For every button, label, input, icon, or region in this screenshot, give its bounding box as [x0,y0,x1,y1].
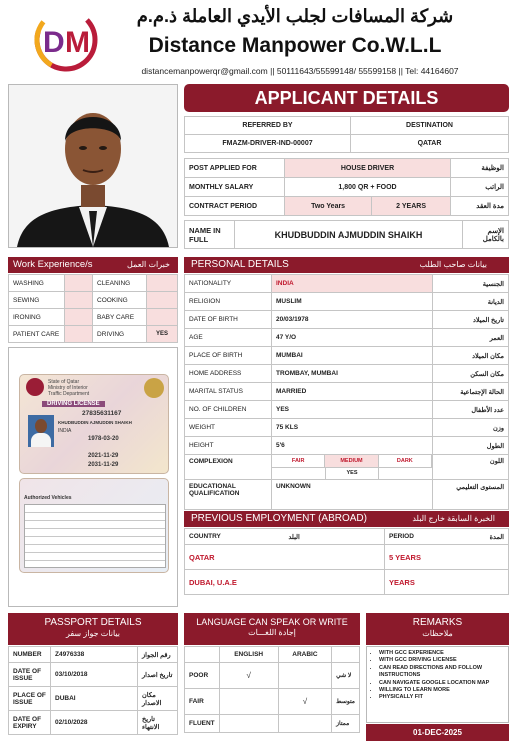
passport-field-label: PLACE OF ISSUE [9,687,51,711]
personal-field-label-ar: العمر [433,329,509,347]
language-level-label: FAIR [185,689,220,715]
full-name-value: KHUDBUDDIN AJMUDDIN SHAIKH [235,221,463,249]
language-english-mark: √ [219,663,278,689]
personal-details-title-ar: بيانات صاحب الطلب [419,260,487,269]
work-experience-table [8,274,178,343]
table-row [185,293,509,311]
full-name-label-ar: الإسم بالكامل [463,221,509,249]
table-row [185,401,509,419]
employment-period-label: PERIOD [385,529,447,545]
remark-item: • WITH GCC EXPERIENCE [379,650,504,657]
personal-field-label: HOME ADDRESS [185,365,272,383]
applicant-photo [8,84,178,248]
employment-country: QATAR [185,545,385,570]
table-row [185,647,360,663]
license-nationality: INDIA [58,428,72,434]
personal-field-value: 75 KLS [272,419,433,437]
remarks-date: 01-DEC-2025 [366,724,509,741]
work-skill-label: COOKING [93,292,147,309]
license-emblem-left [26,378,44,396]
language-level-label-ar: متوسط [332,689,360,715]
employment-country: DUBAI, U.A.E [185,570,385,595]
company-name-arabic: شركة المسافات لجلب الأيدي العاملة ذ.م.م [136,6,454,26]
work-skill-value [65,292,93,309]
company-logo [33,4,105,76]
personal-field-label-ar: تاريخ الميلاد [433,311,509,329]
table-row [185,570,509,595]
personal-field-label-ar: الديانة [433,293,509,311]
work-skill-value [65,309,93,326]
driving-license-image [8,347,178,607]
employment-title-ar: الخبرة السابقة خارج البلد [412,514,495,523]
personal-field-label: DATE OF BIRTH [185,311,272,329]
license-state: State of Qatar [48,379,80,385]
contract-value-years: 2 YEARS [372,197,451,216]
contract-value-words: Two Years [285,197,372,216]
work-skill-value [147,292,178,309]
language-title: LANGUAGE CAN SPEAK OR WRITE [196,617,348,627]
table-row [185,689,360,715]
referred-by-label: REFERRED BY [185,117,351,135]
language-level-label-ar: لا شي [332,663,360,689]
work-experience-title-ar: خبرات العمل [127,260,170,269]
complexion-option: FAIR [272,455,325,467]
remark-item: • CAN NAVIGATE GOOGLE LOCATION MAP [379,680,504,687]
table-row [9,687,178,711]
table-row [9,275,178,292]
personal-details-table [184,274,509,510]
personal-field-value: YES [272,401,433,419]
language-col-english: ENGLISH [219,647,278,663]
table-row [185,529,509,545]
language-arabic-mark [278,663,331,689]
complexion-label: COMPLEXION [185,455,272,468]
language-english-mark [219,689,278,715]
work-experience-title: Work Experience/s [13,259,93,270]
contract-label: CONTRACT PERIOD [185,197,285,216]
license-number: 27835631167 [82,410,122,417]
passport-field-value: DUBAI [51,687,138,711]
work-skill-value [147,275,178,292]
employment-period: 5 YEARS [385,545,509,570]
remarks-header [366,613,509,645]
personal-field-value: MUSLIM [272,293,433,311]
contact-line: distancemanpowerqr@gmail.com || 50111643/55599148/ 55599158 || Tel: 44164607 [141,66,459,76]
table-row [185,468,509,480]
table-row [185,545,509,570]
employment-country-label: COUNTRY [185,529,285,545]
language-level-label: POOR [185,663,220,689]
personal-field-label: NATIONALITY [185,275,272,293]
table-row [9,647,178,663]
table-row [9,292,178,309]
complexion-value-cell [272,468,433,480]
work-skill-label: WASHING [9,275,65,292]
work-skill-label: SEWING [9,292,65,309]
work-skill-value: YES [147,326,178,343]
license-back-title: Authorized Vehicles [24,495,72,501]
language-table [184,646,360,733]
education-value: UNKNOWN [272,480,433,510]
license-dept: Traffic Department [48,391,90,397]
personal-field-value: MARRIED [272,383,433,401]
language-arabic-mark: √ [278,689,331,715]
table-row [9,309,178,326]
remark-item: • CAN READ DIRECTIONS AND FOLLOW INSTRUCTIONS [379,665,504,680]
personal-field-value: INDIA [272,275,433,293]
license-issue: 2021-11-29 [88,453,119,459]
job-section [184,158,509,216]
personal-field-label: NO. OF CHILDREN [185,401,272,419]
license-front [19,374,169,474]
passport-field-value: 03/10/2018 [51,663,138,687]
salary-label-ar: الراتب [451,178,509,197]
table-row [9,326,178,343]
employment-header [184,511,509,527]
personal-field-label: MARITAL STATUS [185,383,272,401]
employment-period: YEARS [385,570,509,595]
table-row [185,347,509,365]
passport-field-label: NUMBER [9,647,51,663]
license-vehicle-grid [24,504,166,568]
table-row [185,311,509,329]
language-col-arabic: ARABIC [278,647,331,663]
personal-field-label-ar: الحالة الإجتماعية [433,383,509,401]
complexion-value: YES [325,468,380,479]
language-title-ar: إجادة اللغـــات [248,628,296,637]
remark-item: • PHYSICALLY FIT [379,694,504,701]
license-ministry: Ministry of Interior [48,385,88,391]
employment-title: PREVIOUS EMPLOYMENT (ABROAD) [191,513,367,524]
complexion-option: MEDIUM [325,455,378,467]
passport-field-label: DATE OF EXPIRY [9,711,51,735]
remarks-box [366,646,509,723]
post-value: HOUSE DRIVER [285,159,451,178]
passport-field-label: DATE OF ISSUE [9,663,51,687]
passport-field-value: Z4976338 [51,647,138,663]
language-corner [332,647,360,663]
remark-item: • WITH GCC DRIVING LICENSE [379,657,504,664]
employment-table [184,528,509,595]
remark-item: • WILLING TO LEARN MORE [379,687,504,694]
referred-by-value: FMAZM-DRIVER-IND-00007 [185,135,351,153]
language-corner [185,647,220,663]
language-arabic-mark [278,715,331,733]
table-row [9,711,178,735]
passport-field-label-ar: تاريخ اصدار [138,663,178,687]
referral-section [184,116,509,153]
license-holder-name: KHUDBUDDIN AJMUDDIN SHAIKH [58,420,132,425]
personal-field-label: WEIGHT [185,419,272,437]
personal-field-label-ar: الجنسية [433,275,509,293]
destination-value: QATAR [351,135,509,153]
table-row [185,480,509,510]
personal-field-label: RELIGION [185,293,272,311]
passport-title: PASSPORT DETAILS [44,617,142,628]
salary-value: 1,800 QR + FOOD [285,178,451,197]
employment-country-label-ar: البلد [285,529,385,545]
work-experience-header [8,257,178,273]
personal-details-title: PERSONAL DETAILS [191,259,289,270]
language-level-label: FLUENT [185,715,220,733]
language-header [184,613,360,645]
passport-title-ar: بيانات جواز سفر [65,629,121,638]
education-label: EDUCATIONAL QUALIFICATION [185,480,272,510]
name-section [184,220,509,249]
personal-field-label-ar: وزن [433,419,509,437]
table-row [9,663,178,687]
passport-header [8,613,178,645]
personal-field-label-ar: عدد الأطفال [433,401,509,419]
personal-field-value: 5'6 [272,437,433,455]
post-label: POST APPLIED FOR [185,159,285,178]
education-label-ar: المستوى التعليمي [433,480,509,510]
license-dob: 1978-03-20 [88,436,119,442]
table-row [185,383,509,401]
passport-field-label-ar: مكان الاصدار [138,687,178,711]
remarks-list [379,650,504,702]
complexion-option-row [272,455,432,467]
personal-field-label-ar: مكان الميلاد [433,347,509,365]
work-skill-label: IRONING [9,309,65,326]
work-skill-label: PATIENT CARE [9,326,65,343]
svg-text:D: D [43,26,65,59]
personal-field-label: AGE [185,329,272,347]
full-name-label: NAME IN FULL [185,221,235,249]
personal-field-value: 47 Y/O [272,329,433,347]
personal-field-label-ar: الطول [433,437,509,455]
passport-field-value: 02/10/2028 [51,711,138,735]
passport-field-label-ar: رقم الجواز [138,647,178,663]
license-expiry: 2031-11-29 [88,462,119,468]
destination-label: DESTINATION [351,117,509,135]
table-row [185,455,509,468]
table-row [185,715,360,733]
personal-field-value: TROMBAY, MUMBAI [272,365,433,383]
passport-field-label-ar: تاريخ الانتهاء [138,711,178,735]
license-photo [28,415,54,447]
passport-table [8,646,178,735]
license-title: DRIVING LICENSE [42,401,105,407]
complexion-options [272,455,433,468]
contract-label-ar: مدة العقد [451,197,509,216]
work-skill-value [65,326,93,343]
work-skill-label: BABY CARE [93,309,147,326]
table-row [185,329,509,347]
post-label-ar: الوظيفة [451,159,509,178]
personal-field-value: MUMBAI [272,347,433,365]
language-english-mark [219,715,278,733]
work-skill-value [147,309,178,326]
complexion-option: DARK [379,455,432,467]
work-skill-label: DRIVING [93,326,147,343]
table-row [185,419,509,437]
remarks-title-ar: ملاحظات [422,629,453,638]
personal-field-label: HEIGHT [185,437,272,455]
license-emblem-right [144,378,164,398]
work-skill-value [65,275,93,292]
remarks-title: REMARKS [412,617,463,628]
svg-text:M: M [65,26,90,59]
applicant-details-title: APPLICANT DETAILS [184,84,509,112]
table-row [185,275,509,293]
company-name-english: Distance Manpower Co.W.L.L [148,34,442,57]
table-row [185,663,360,689]
complexion-spacer [185,468,272,480]
license-back [19,478,169,573]
employment-period-label-ar: المدة [447,529,509,545]
personal-details-header [184,257,509,273]
language-level-label-ar: ممتاز [332,715,360,733]
complexion-label-ar: اللون [433,455,509,468]
table-row [185,365,509,383]
work-skill-label: CLEANING [93,275,147,292]
personal-field-label: PLACE OF BIRTH [185,347,272,365]
table-row [185,437,509,455]
complexion-spacer [433,468,509,480]
personal-field-label-ar: مكان السكن [433,365,509,383]
salary-label: MONTHLY SALARY [185,178,285,197]
personal-field-value: 20/03/1978 [272,311,433,329]
